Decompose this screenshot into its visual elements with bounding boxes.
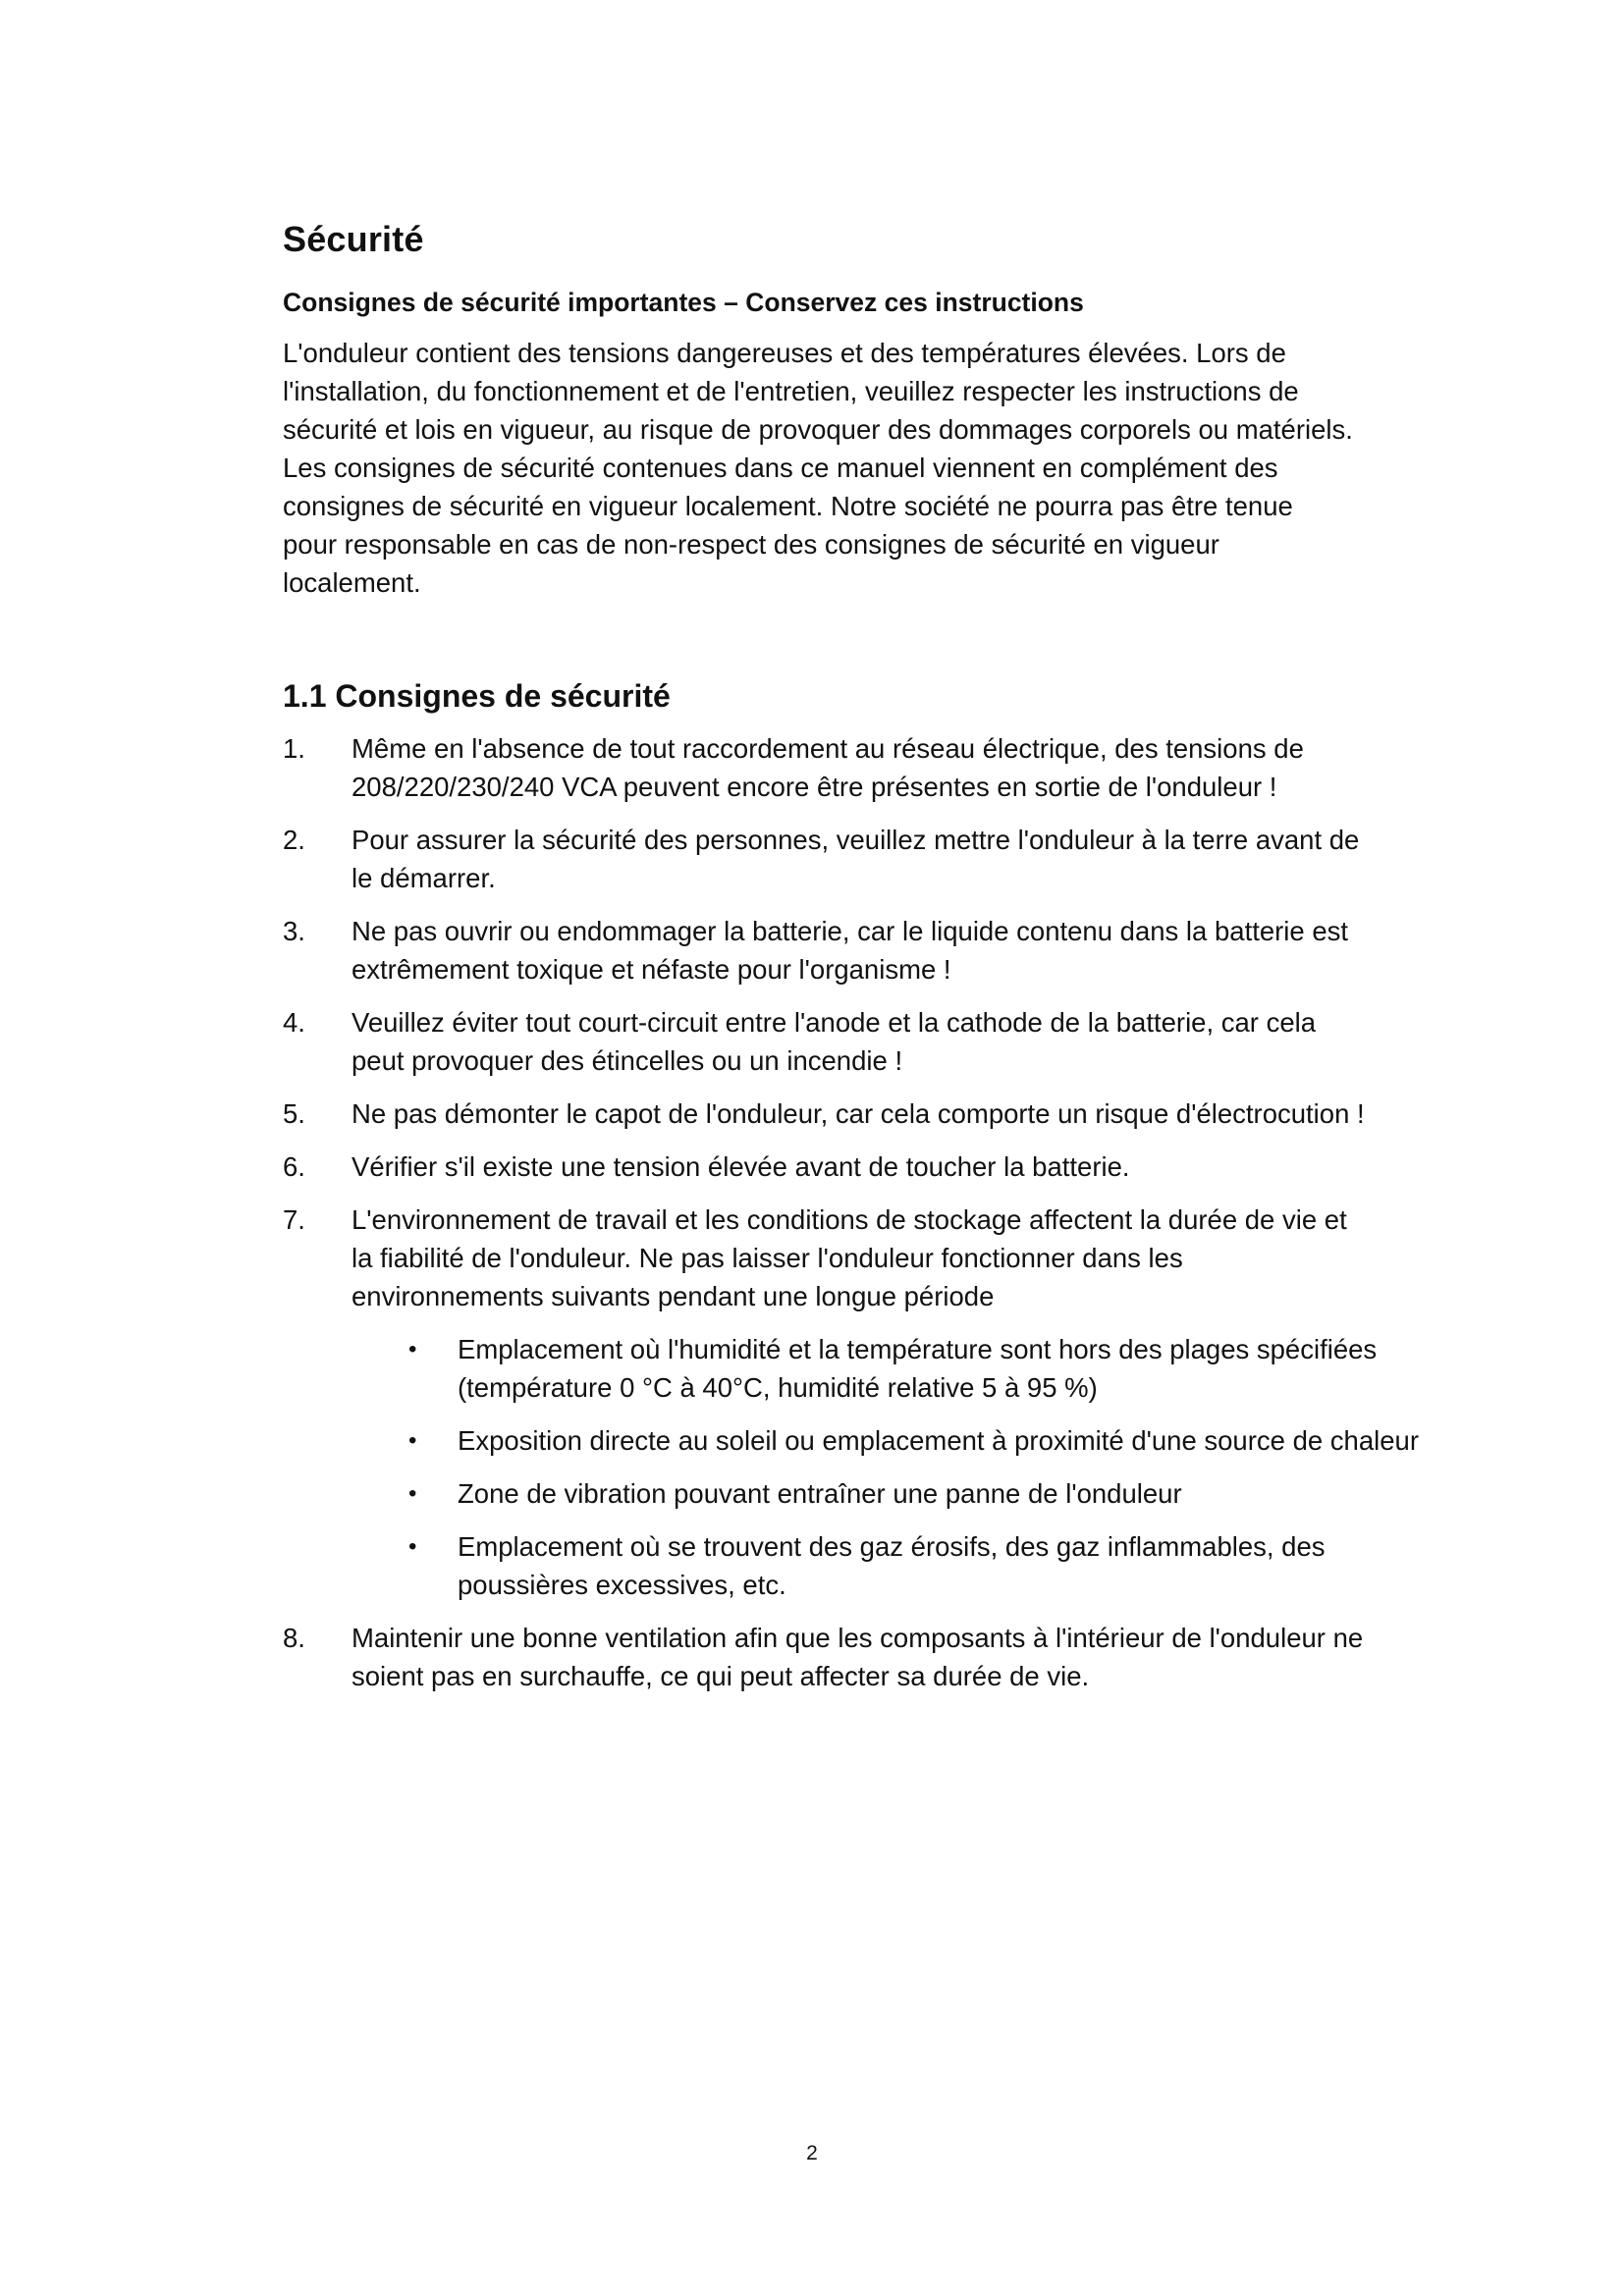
item-text: Ne pas démonter le capot de l'onduleur, car cela comporte un risque d'électrocution !: [352, 1098, 1365, 1129]
bullet-text: Emplacement où l'humidité et la température sont hors des plages spécifiées (température 0 °C à 40°C, humidité relative 5 à 95 %): [458, 1334, 1378, 1403]
subtitle: Consignes de sécurité importantes – Conservez ces instructions: [283, 288, 1084, 317]
bullet-text: Exposition directe au soleil ou emplacement à proximité d'une source de chaleur: [458, 1425, 1419, 1456]
intro-paragraph: L'onduleur contient des tensions dangereuses et des températures élevées. Lors de l'installation, du fonctionnement et de l'entretien, veuillez respecter les instructions de sécurité et lois en vigueur, au risque de provoquer des dommages corporels ou matériels. Les consignes de sécurité contenues dans ce manuel viennent en complément des consignes de sécurité en vigueur localement. Notre société ne pourra pas être tenue pour responsable en cas de non-respect des consignes de sécurité en vigueur localement.: [283, 338, 1353, 598]
item-text: Pour assurer la sécurité des personnes, veuillez mettre l'onduleur à la terre avant de le démarrer.: [352, 825, 1360, 893]
bullet-item: [352, 1421, 1441, 1460]
item-text: Même en l'absence de tout raccordement au réseau électrique, des tensions de 208/220/230/240 VCA peuvent encore être présentes en sortie de l'onduleur !: [352, 733, 1304, 802]
bullet-item: [352, 1474, 1441, 1513]
bullet-icon: •: [408, 1336, 417, 1362]
section-heading: 1.1 Consignes de sécurité: [283, 678, 671, 714]
bullet-text: Emplacement où se trouvent des gaz érosifs, des gaz inflammables, des poussières excessives, etc.: [458, 1531, 1326, 1600]
item-text: Maintenir une bonne ventilation afin que les composants à l'intérieur de l'onduleur ne soient pas en surchauffe, ce qui peut affecter sa durée de vie.: [352, 1623, 1364, 1691]
list-item: [283, 821, 1373, 897]
list-item: [283, 912, 1373, 988]
list-item: [283, 1095, 1373, 1133]
list-item: [283, 1201, 1419, 1604]
item-number: 4.: [283, 1007, 305, 1038]
item-number: 5.: [283, 1098, 305, 1129]
item-text: L'environnement de travail et les conditions de stockage affectent la durée de vie et la fiabilité de l'onduleur. Ne pas laisser l'onduleur fonctionner dans les environnements suivants pendant une longue période: [352, 1204, 1347, 1311]
item-number: 2.: [283, 825, 305, 855]
bullet-icon: •: [408, 1480, 417, 1507]
item-number: 3.: [283, 916, 305, 946]
list-item: [283, 1619, 1373, 1695]
bullet-icon: •: [408, 1533, 417, 1560]
item-number: 6.: [283, 1151, 305, 1182]
list-item: [283, 729, 1373, 806]
page-title: Sécurité: [283, 219, 424, 259]
item-number: 8.: [283, 1623, 305, 1653]
item-number: 1.: [283, 733, 305, 764]
item-text: Vérifier s'il existe une tension élevée avant de toucher la batterie.: [352, 1151, 1130, 1182]
bullet-icon: •: [408, 1427, 417, 1454]
item-text: Veuillez éviter tout court-circuit entre l'anode et la cathode de la batterie, car cela peut provoquer des étincelles ou un incendie !: [352, 1007, 1317, 1076]
bullet-item: [352, 1330, 1441, 1407]
page-number: 2: [806, 2142, 818, 2164]
list-item: [283, 1148, 1373, 1186]
bullet-text: Zone de vibration pouvant entraîner une panne de l'onduleur: [458, 1478, 1182, 1509]
item-number: 7.: [283, 1204, 305, 1235]
item-text: Ne pas ouvrir ou endommager la batterie, car le liquide contenu dans la batterie est extrêmement toxique et néfaste pour l'organisme !: [352, 916, 1349, 985]
page-content: [283, 214, 1419, 1710]
list-item: [283, 1003, 1373, 1080]
safety-list: [283, 729, 1419, 1695]
bullet-item: [352, 1527, 1441, 1604]
environment-bullet-list: [352, 1330, 1419, 1604]
